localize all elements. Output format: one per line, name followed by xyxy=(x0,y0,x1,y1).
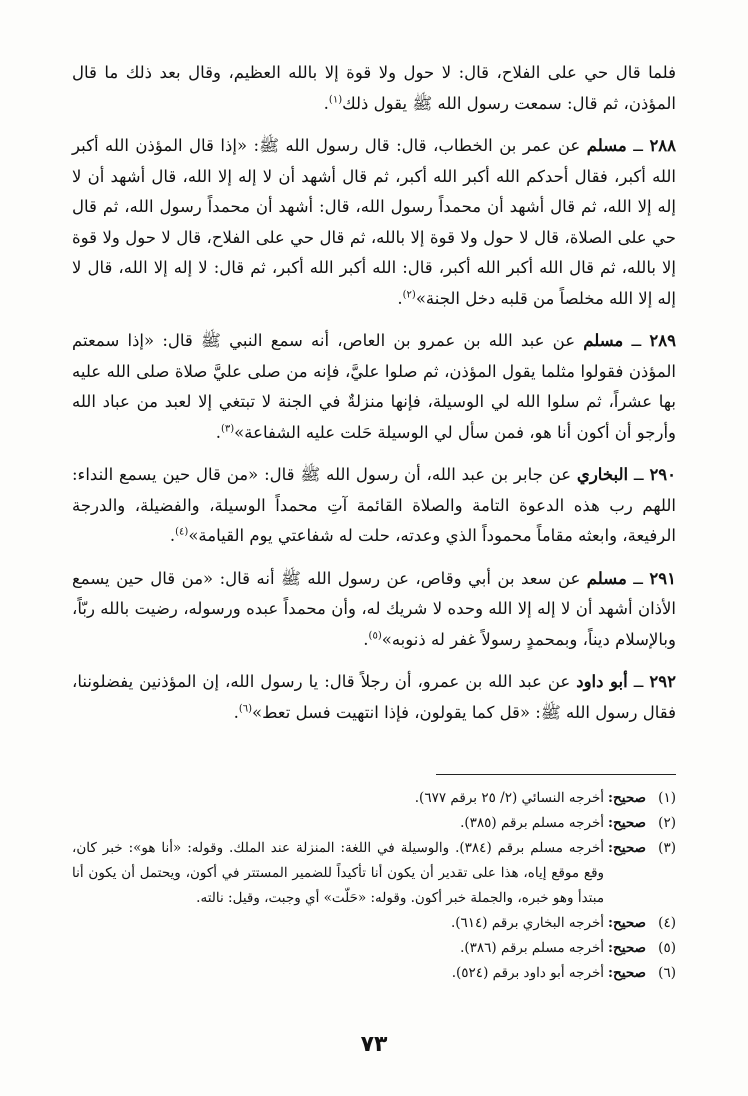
footnote-6 xyxy=(72,961,676,986)
footnote-ref: (٢) xyxy=(402,289,416,300)
paragraph-end: . xyxy=(363,629,369,649)
footnote-3 xyxy=(72,836,676,911)
hadith-source: أبو داود xyxy=(576,672,628,691)
hadith-number: ٢٩٢ xyxy=(649,672,676,691)
paragraph-text: عن عمر بن الخطاب، قال: قال رسول الله ﷺ: «إذا قال المؤذن الله أكبر الله أكبر، فقال أحدكم الله أكبر الله أكبر، ثم قال أشهد أن لا إله إلا الله، قال أشهد أن لا إله إلا الله، ثم قال أشهد أن محمداً رسول الله، قال: أشهد أن محمداً رسول الله، ثم قال حي على الصلاة، قال لا حول ولا قوة إلا بالله، ثم قال حي على الفلاح، قال لا حول ولا قوة إلا بالله، ثم قال الله أكبر الله أكبر، قال: الله أكبر الله أكبر، ثم قال: لا إله إلا الله، قال لا إله إلا الله مخلصاً من قلبه دخل الجنة» xyxy=(72,136,676,308)
footnote-number: (١) xyxy=(658,790,676,806)
hadith-source: مسلم xyxy=(583,331,624,350)
footnote-grade: صحيح: xyxy=(608,965,646,981)
footnote-text: أخرجه أبو داود برقم (٥٢٤). xyxy=(451,965,605,981)
dash: ــ xyxy=(633,465,644,484)
footnote-text: أخرجه مسلم برقم (٣٨٤). والوسيلة في اللغة: المنزلة عند الملك. وقوله: «أنا هو»: خبر كان، وقع موقع إياه، هذا على تقدير أن يكون أنا تأكيداً للضمير المستتر في أكون، ويحتمل أن يكون أنا مبتدأ وهو خبره، والجملة خبر أكون. وقوله: «حَلّت» أي وجبت، وقيل: نالته. xyxy=(72,840,605,906)
footnote-divider xyxy=(436,774,676,775)
hadith-292 xyxy=(72,667,676,728)
paragraph-end: . xyxy=(397,288,403,308)
footnotes xyxy=(72,786,676,986)
footnote-ref: (٦) xyxy=(238,703,253,714)
footnote-number: (٦) xyxy=(658,965,676,981)
footnote-grade: صحيح: xyxy=(608,940,646,956)
paragraph-end: . xyxy=(323,93,329,113)
paragraph-end: . xyxy=(233,702,239,722)
hadith-288 xyxy=(72,131,676,314)
footnote-text: أخرجه مسلم برقم (٣٨٦). xyxy=(460,940,605,956)
paragraph-continuation xyxy=(72,58,676,119)
footnote-ref: (٤) xyxy=(175,526,189,538)
hadith-source: مسلم xyxy=(586,568,627,588)
footnote-2 xyxy=(72,811,676,836)
footnote-number: (٤) xyxy=(658,915,676,931)
hadith-289 xyxy=(72,326,676,448)
footnote-grade: صحيح: xyxy=(608,915,646,931)
paragraph-text: عن عبد الله بن عمرو بن العاص، أنه سمع النبي ﷺ قال: «إذا سمعتم المؤذن فقولوا مثلما يقول المؤذن، ثم صلوا عليَّ، فإنه من صلى عليَّ صلاة صلى الله عليه بها عشراً، ثم سلوا الله لي الوسيلة، فإنها منزلةٌ في الجنة لا تبتغي إلا لعبد من عباد الله وأرجو أن أكون أنا هو، فمن سأل لي الوسيلة حَلت عليه الشفاعة» xyxy=(72,331,676,442)
footnote-ref: (١) xyxy=(328,94,343,105)
dash: ــ xyxy=(631,331,642,350)
hadith-number: ٢٩١ xyxy=(649,568,677,588)
paragraph-end: . xyxy=(215,422,221,442)
dash: ــ xyxy=(633,136,643,155)
hadith-number: ٢٩٠ xyxy=(649,465,677,484)
footnote-number: (٢) xyxy=(658,815,676,831)
footnote-number: (٥) xyxy=(658,940,676,956)
hadith-number: ٢٨٩ xyxy=(649,331,676,350)
dash: ــ xyxy=(633,672,644,691)
paragraph-text: عن عبد الله بن عمرو، أن رجلاً قال: يا رسول الله، إن المؤذنين يفضلوننا، فقال رسول الله ﷺ: «قل كما يقولون، فإذا انتهيت فسل تعط» xyxy=(72,672,676,722)
paragraph-text: عن سعد بن أبي وقاص، عن رسول الله ﷺ أنه قال: «من قال حين يسمع الأذان أشهد أن لا إله إلا الله وحده لا شريك له، وأن محمداً عبده ورسوله، رضيت بالله ربّاً، وبالإسلام ديناً، وبمحمدٍ رسولاً غفر له ذنوبه» xyxy=(72,568,676,649)
footnote-grade: صحيح: xyxy=(608,815,646,831)
footnote-1 xyxy=(72,786,676,811)
hadith-number: ٢٨٨ xyxy=(649,136,677,155)
footnote-text: أخرجه النسائي (٢/ ٢٥ برقم ٦٧٧). xyxy=(414,790,605,806)
footnote-4 xyxy=(72,911,676,936)
paragraph-text: عن جابر بن عبد الله، أن رسول الله ﷺ قال: «من قال حين يسمع النداء: اللهم رب هذه الدعوة التامة والصلاة القائمة آتِ محمداً الوسيلة، والفضيلة، والدرجة الرفيعة، وابعثه مقاماً محموداً الذي وعدته، حلت له شفاعتي يوم القيامة» xyxy=(72,465,676,545)
footnote-text: أخرجه البخاري برقم (٦١٤). xyxy=(450,915,605,931)
main-text xyxy=(72,58,676,740)
footnote-text: أخرجه مسلم برقم (٣٨٥). xyxy=(460,815,605,831)
footnote-ref: (٥) xyxy=(368,630,382,641)
hadith-source: البخاري xyxy=(576,465,629,484)
footnote-ref: (٣) xyxy=(220,423,235,434)
page-number: ٧٣ xyxy=(360,1032,388,1057)
footnote-number: (٣) xyxy=(658,840,676,856)
hadith-290 xyxy=(72,460,676,552)
footnote-5 xyxy=(72,936,676,961)
dash: ــ xyxy=(633,568,643,588)
hadith-source: مسلم xyxy=(586,136,627,155)
footnote-grade: صحيح: xyxy=(608,790,646,806)
paragraph-end: . xyxy=(169,526,176,545)
paragraph-text: فلما قال حي على الفلاح، قال: لا حول ولا قوة إلا بالله العظيم، وقال بعد ذلك ما قال المؤذن، ثم قال: سمعت رسول الله ﷺ يقول ذلك xyxy=(72,63,676,113)
footnote-grade: صحيح: xyxy=(608,840,646,856)
hadith-291 xyxy=(72,564,676,656)
